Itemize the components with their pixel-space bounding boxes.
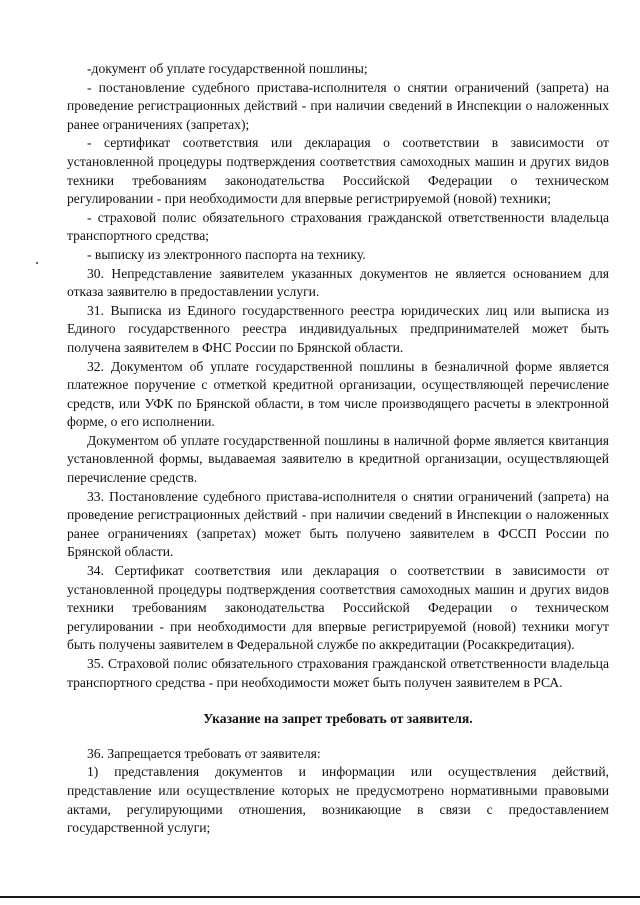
scan-artifact-dot — [36, 262, 38, 264]
paragraph-32: 32. Документом об уплате государственной пошлины в безналичной форме является платежное поручение с отметкой кредитной организации, осуществляющей перечисление средств, или УФК по Брянской области, в том числе производящего расчеты в электронной форме, о его исполнении. — [67, 358, 609, 430]
paragraph-35: 35. Страховой полис обязательного страхования гражданской ответственности владельца транспортного средства - при необходимости может быть получен заявителем в РСА. — [67, 656, 609, 690]
paragraph-payment-document: -документ об уплате государственной пошлины; — [87, 61, 368, 76]
paragraph-32-cash: Документом об уплате государственной пошлины в наличной форме является квитанция установленной формы, выдаваемая заявителю в кредитной организации, осуществляющей перечисление средств. — [67, 432, 609, 486]
document-body — [67, 60, 609, 838]
spacer — [67, 692, 609, 710]
scan-bottom-edge — [0, 896, 640, 898]
paragraph-bailiff-resolution: - постановление судебного пристава-исполнителя о снятии ограничений (запрета) на проведение регистрационных действий - при наличии сведений в Инспекции о наложенных ранее ограничениях (запретах); — [67, 79, 609, 132]
paragraph-33: 33. Постановление судебного пристава-исполнителя о снятии ограничений (запрета) на проведение регистрационных действий - при наличии сведений в Инспекции о наложенных ранее ограничениях (запретах) может быть получено заявителем в ФССП России по Брянской области. — [67, 488, 609, 560]
section-heading: Указание на запрет требовать от заявителя. — [203, 711, 473, 727]
paragraph-31: 31. Выписка из Единого государственного реестра юридических лиц или выписка из Единого государственного реестра индивидуальных предпринимателей может быть получена заявителем в ФНС России по Брянской области. — [67, 302, 609, 355]
paragraph-insurance-policy: - страховой полис обязательного страхования гражданской ответственности владельца транспортного средства; — [67, 209, 609, 244]
paragraph-36-item-1: 1) представления документов и информации или осуществления действий, представление или осуществление которых не предусмотрено нормативными правовыми актами, регулирующими отношения, возникающие в связи с предоставлением государственной услуги; — [67, 764, 609, 836]
paragraph-30: 30. Непредставление заявителем указанных документов не является основанием для отказа заявителю в предоставлении услуги. — [67, 265, 609, 300]
paragraph-conformity-certificate: - сертификат соответствия или декларация о соответствии в зависимости от установленной процедуры подтверждения соответствия самоходных машин и других видов техники требованиям законодательства Российской Федерации о техническом регулировании - при необходимости для впервые регистрируемой (новой) техники; — [67, 135, 609, 207]
paragraph-electronic-passport: - выписку из электронного паспорта на технику. — [87, 246, 366, 262]
spacer — [67, 729, 609, 745]
paragraph-36: 36. Запрещается требовать от заявителя: — [87, 745, 321, 761]
paragraph-34: 34. Сертификат соответствия или декларация о соответствии в зависимости от установленной процедуры подтверждения соответствия самоходных машин и других видов техники требованиям законодательства Российской Федерации о техническом регулировании - при необходимости для впервые регистрируемой (новой) техники могут быть получены заявителем в Федеральной службе по аккредитации (Росаккредитация). — [67, 563, 609, 653]
